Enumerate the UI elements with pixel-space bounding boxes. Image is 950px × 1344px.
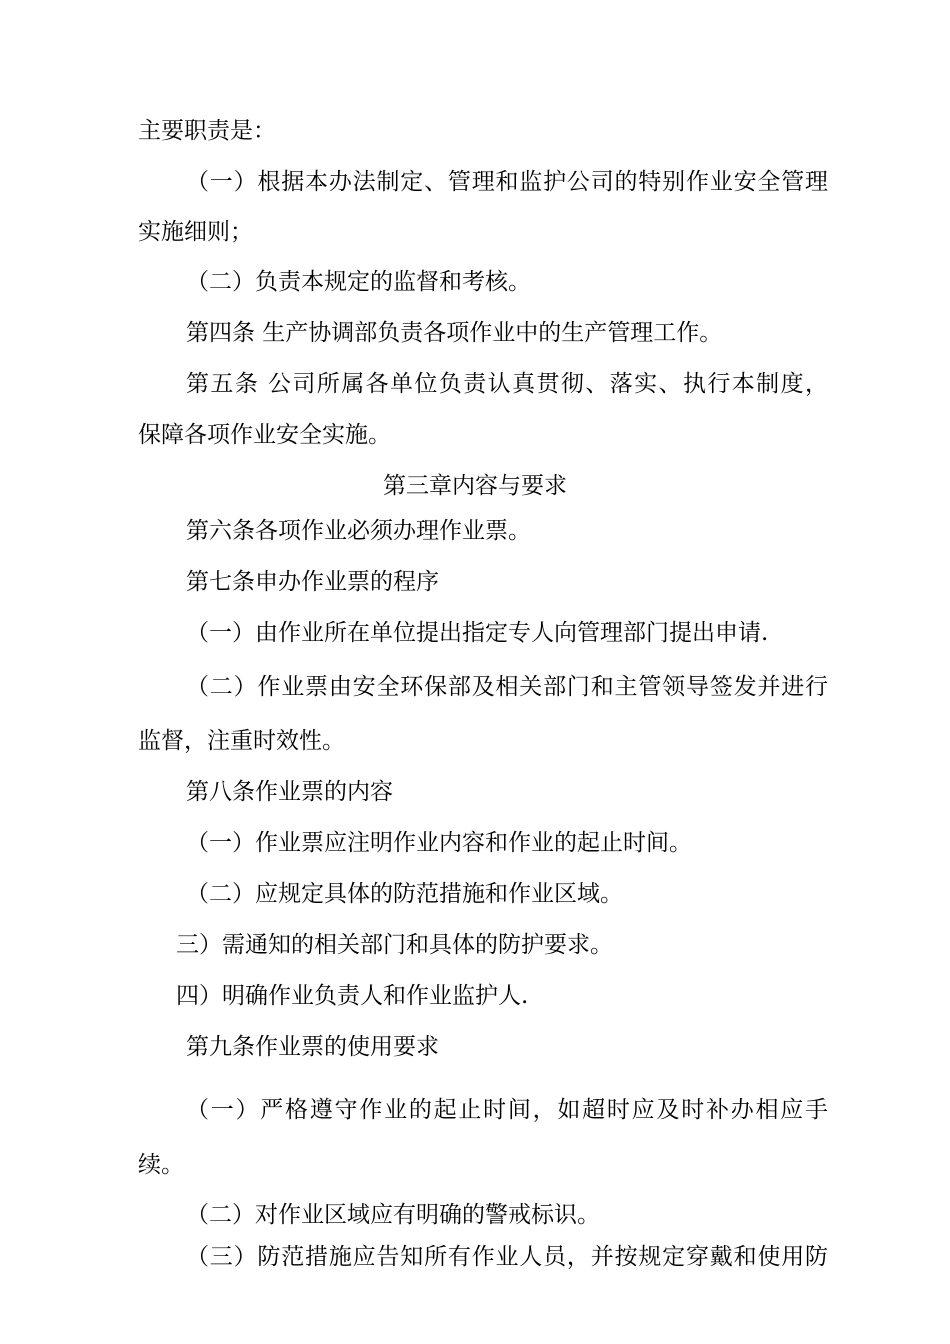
text-line: （一）严格遵守作业的起止时间，如超时应及时补办相应手 [186, 1097, 828, 1123]
text-line: 三）需通知的相关部门和具体的防护要求。 [176, 932, 613, 958]
text-line: 实施细则； [138, 219, 253, 245]
text-line: （二）对作业区域应有明确的警戒标识。 [186, 1202, 600, 1228]
text-line: 续。 [138, 1152, 184, 1178]
text-line: （一）由作业所在单位提出指定专人向管理部门提出申请. [186, 620, 769, 646]
text-line: 监督，注重时效性。 [138, 728, 345, 754]
text-line: （一）根据本办法制定、管理和监护公司的特别作业安全管理 [186, 169, 828, 195]
text-line: 保障各项作业安全实施。 [138, 422, 391, 448]
text-line: （三）防范措施应告知所有作业人员，并按规定穿戴和使用防 [186, 1244, 828, 1270]
text-line: （一）作业票应注明作业内容和作业的起止时间。 [186, 830, 692, 856]
text-line: 第五条 公司所属各单位负责认真贯彻、落实、执行本制度， [186, 371, 828, 397]
text-line: 第八条作业票的内容 [186, 779, 393, 805]
text-line: 第六条各项作业必须办理作业票。 [186, 518, 531, 544]
text-line: 四）明确作业负责人和作业监护人. [176, 983, 529, 1009]
text-line: 第七条申办作业票的程序 [186, 569, 439, 595]
text-line: （二）作业票由安全环保部及相关部门和主管领导签发并进行 [186, 674, 828, 700]
text-line: （二）负责本规定的监督和考核。 [186, 269, 531, 295]
chapter-heading: 第三章内容与要求 [383, 473, 567, 499]
text-line: 第四条 生产协调部负责各项作业中的生产管理工作。 [186, 320, 723, 346]
text-line: （二）应规定具体的防范措施和作业区域。 [186, 881, 623, 907]
text-line: 主要职责是： [138, 118, 276, 144]
text-line: 第九条作业票的使用要求 [186, 1034, 439, 1060]
